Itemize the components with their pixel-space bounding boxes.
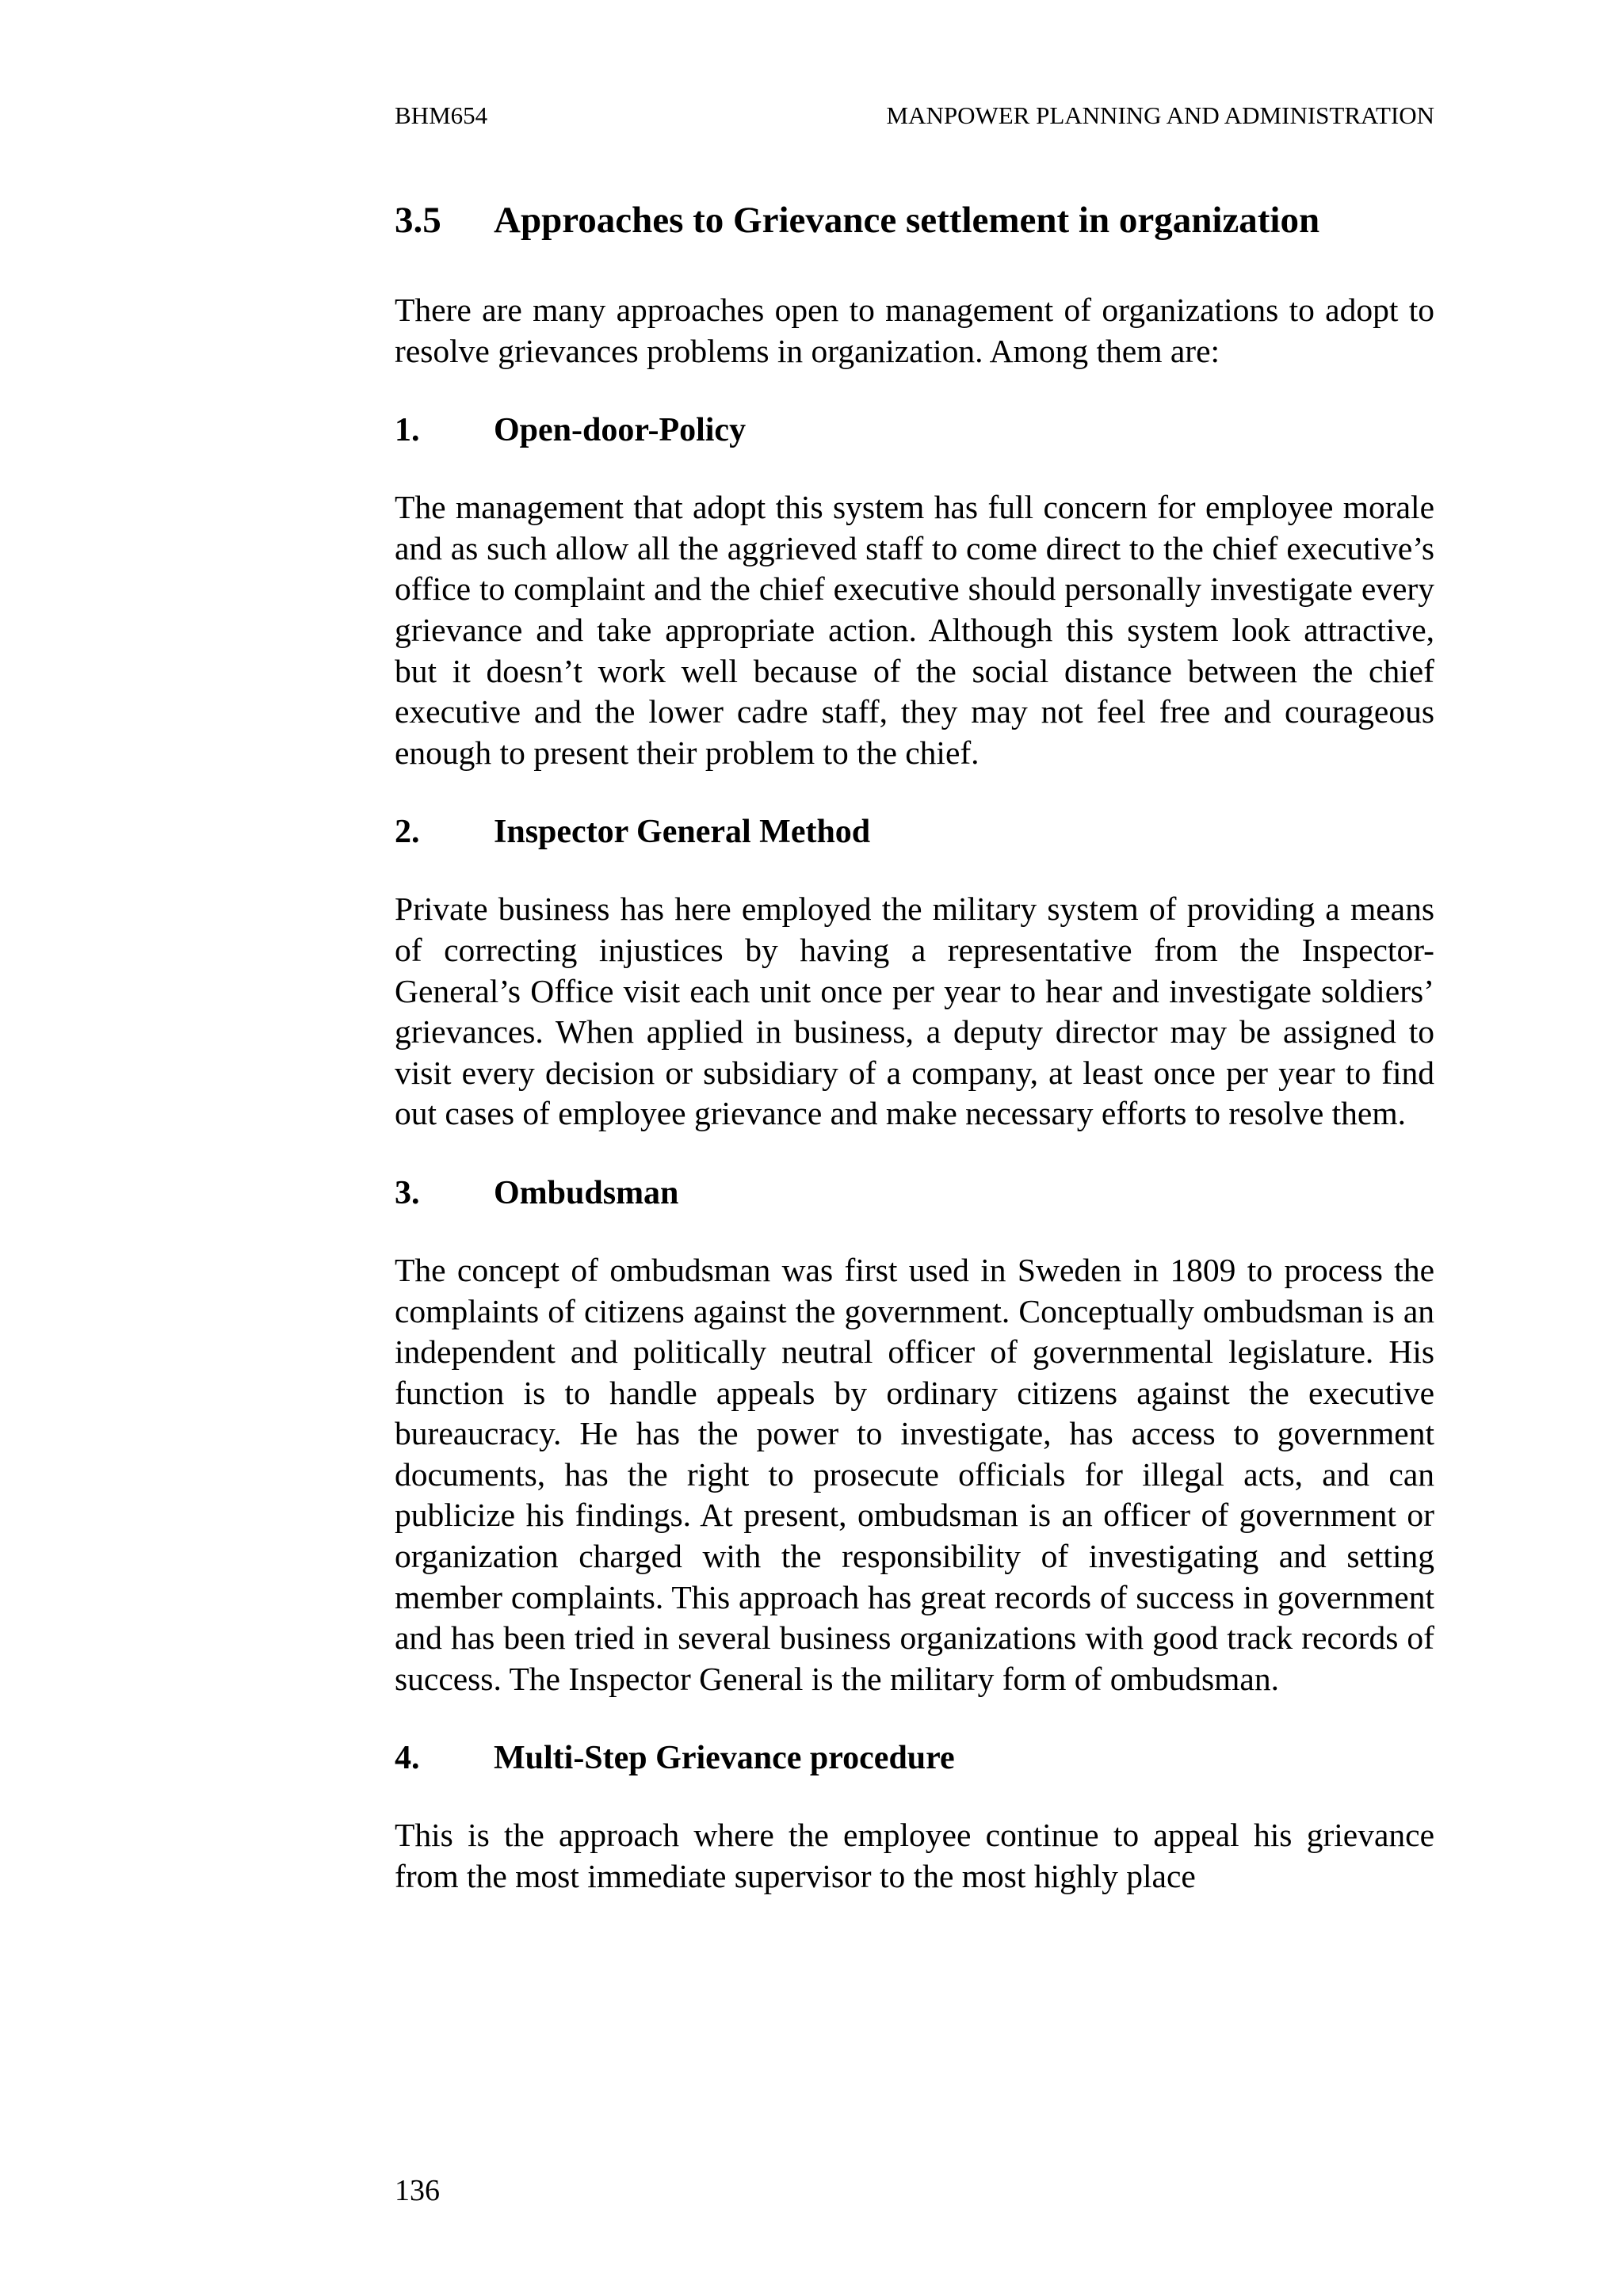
approach-number: 3. — [395, 1174, 420, 1211]
page-number: 136 — [395, 2174, 440, 2207]
approach-paragraph-multi-step-grievance-procedure: This is the approach where the employee continue to appeal his grievance from the most immediate supervisor to the most highly place — [395, 1817, 1434, 1895]
approach-paragraph-ombudsman: The concept of ombudsman was first used in Sweden in 1809 to process the complaints of citizens against the government. Conceptually ombudsman is an independent and politically neutral officer of governmental legislature. His function is to handle appeals by ordinary citizens against the executive bureaucracy. He has the power to investigate, has access to government documents, has the right to prosecute officials for illegal acts, and can publicize his findings. At present, ombudsman is an officer of government or organization charged with the responsibility of investigating and setting member complaints. This approach has great records of success in government and has been tried in several business organizations with good track records of success. The Inspector General is the military form of ombudsman. — [395, 1251, 1434, 1697]
page-content — [395, 190, 1434, 1931]
approach-heading-open-door-policy — [395, 405, 1434, 456]
section-number: 3.5 — [395, 200, 441, 241]
approach-title: Multi-Step Grievance procedure — [494, 1740, 955, 1777]
section-title: Approaches to Grievance settlement in organization — [494, 200, 1320, 241]
approach-title: Open-door-Policy — [494, 412, 747, 449]
approach-heading-ombudsman — [395, 1168, 1434, 1219]
approach-heading-inspector-general-method — [395, 807, 1434, 857]
running-header — [395, 100, 1434, 132]
approach-paragraph-open-door-policy: The management that adopt this system has full concern for employee morale and as such allow all the aggrieved staff to come direct to the chief executive’s office to complaint and the chief executive should personally investigate every grievance and take appropriate action. Although this system look attractive, but it doesn’t work well because of the social distance between the chief executive and the lower cadre staff, they may not feel free and courageous enough to present their problem to the chief. — [395, 489, 1434, 771]
intro-paragraph: There are many approaches open to management of organizations to adopt to resolve grievances problems in organization. Among them are: — [395, 292, 1434, 369]
approach-heading-multi-step-grievance-procedure — [395, 1733, 1434, 1783]
approach-number: 2. — [395, 814, 420, 851]
approach-number: 4. — [395, 1740, 420, 1777]
approach-paragraph-inspector-general-method: Private business has here employed the military system of providing a means of correcting injustices by having a representative from the Inspector-General’s Office visit each unit once per year to hear and investigate soldiers’ grievances. When applied in business, a deputy director may be assigned to visit every decision or subsidiary of a company, at least once per year to find out cases of employee grievance and make necessary efforts to resolve them. — [395, 891, 1434, 1132]
course-code: BHM654 — [395, 101, 488, 129]
approach-title: Ombudsman — [494, 1174, 679, 1211]
section-heading — [395, 190, 1434, 250]
approach-number: 1. — [395, 412, 420, 449]
course-title: MANPOWER PLANNING AND ADMINISTRATION — [886, 101, 1434, 129]
approach-title: Inspector General Method — [494, 814, 871, 851]
